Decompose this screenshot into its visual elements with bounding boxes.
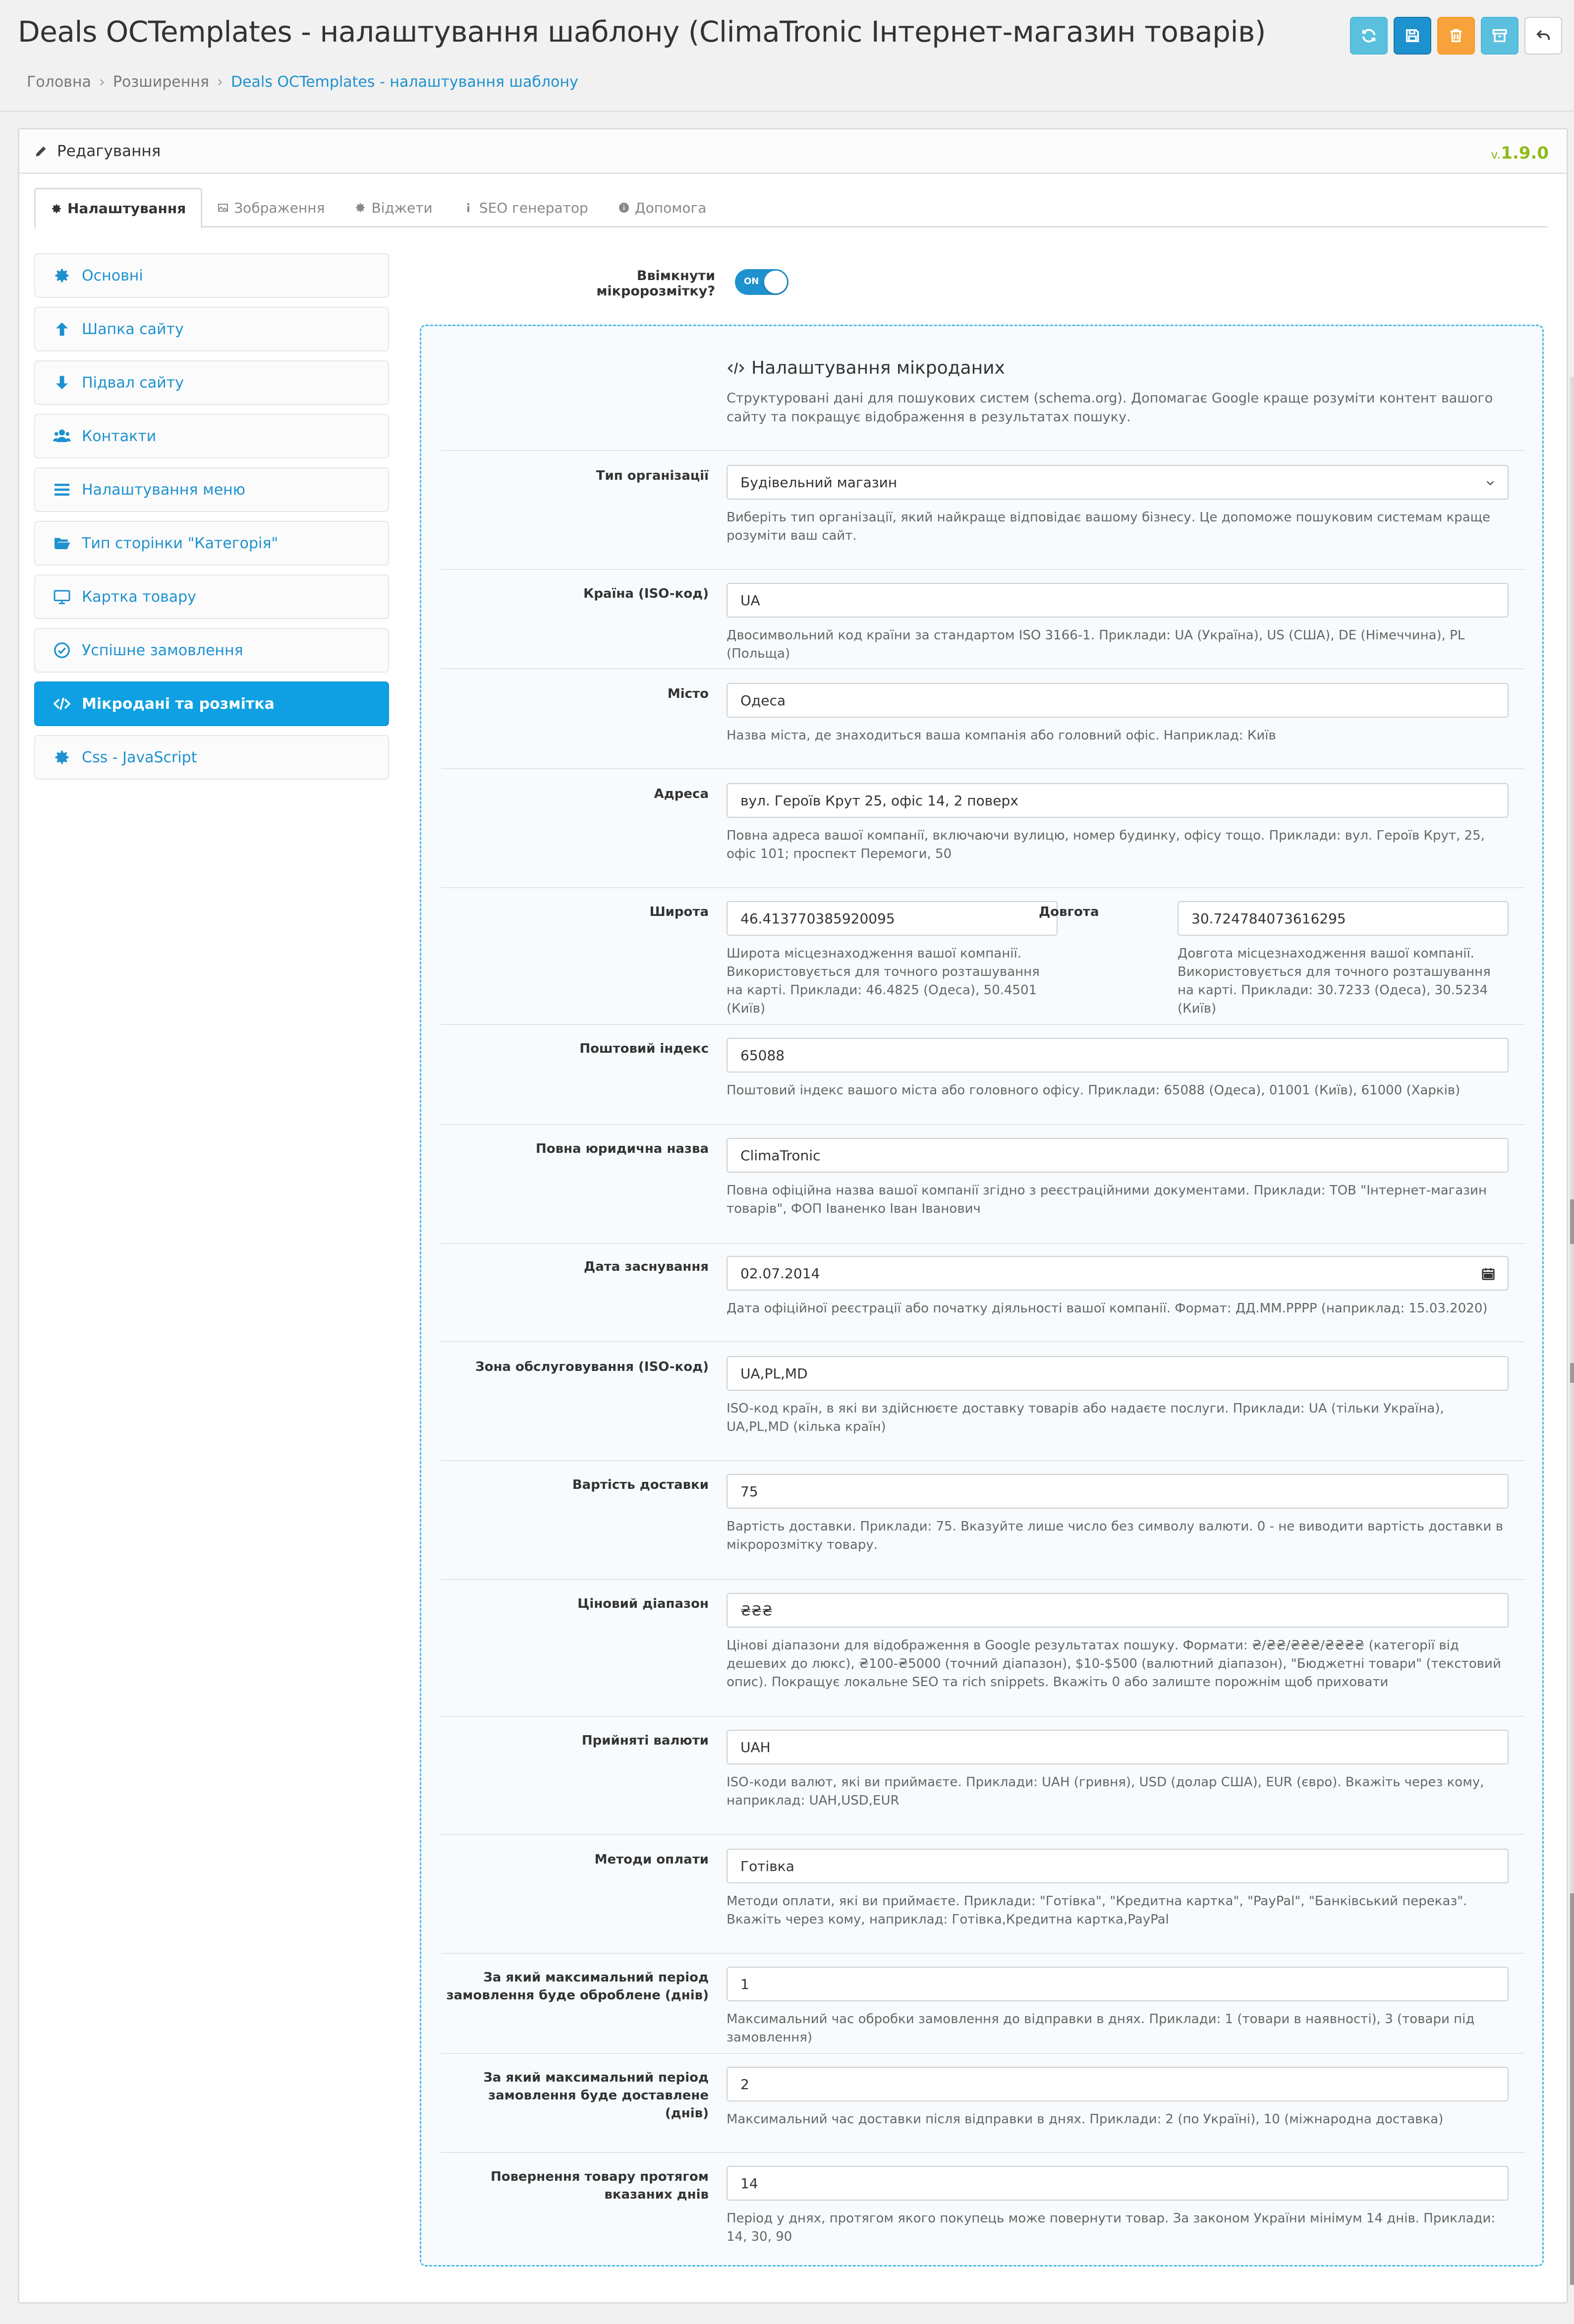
gear-icon bbox=[354, 202, 366, 214]
field-help: Поштовий індекс вашого міста або головного офісу. Приклади: 65088 (Одеса), 01001 (Київ), 61000 (Харків) bbox=[727, 1083, 1461, 1098]
field-label: Повернення товару протягом вказаних днів bbox=[490, 2169, 709, 2202]
tab-help[interactable] bbox=[603, 188, 722, 227]
field-label: Методи оплати bbox=[594, 1852, 709, 1867]
microdata-title bbox=[727, 358, 1500, 378]
scrollbar-thumb[interactable] bbox=[1570, 1363, 1574, 1383]
sidebar-item-header[interactable] bbox=[34, 307, 389, 351]
field-label: Широта bbox=[649, 905, 709, 919]
divider bbox=[441, 1460, 1524, 1461]
sidebar-item-label: Успішне замовлення bbox=[82, 641, 243, 659]
sidebar-item-category[interactable] bbox=[34, 521, 389, 566]
gear-icon bbox=[51, 203, 62, 215]
divider bbox=[441, 2152, 1524, 2153]
scrollbar-thumb[interactable] bbox=[1570, 1893, 1574, 2285]
field-help: Повна адреса вашої компанії, включаючи вулицю, номер будинку, офісу тощо. Приклади: вул. Героїв Крут, 25, офіс 101; проспект Перемоги, 50 bbox=[727, 828, 1485, 861]
sidebar-item-label: Підвал сайту bbox=[82, 374, 184, 392]
chevron-down-icon bbox=[1485, 477, 1496, 488]
sidebar-item-label: Контакти bbox=[82, 427, 157, 445]
breadcrumb-extensions[interactable]: Розширення bbox=[112, 73, 209, 91]
code-icon bbox=[53, 695, 71, 713]
field-label: За який максимальний період замовлення буде оброблене (днів) bbox=[446, 1970, 709, 2003]
address-input[interactable]: вул. Героїв Крут 25, офіс 14, 2 поверх bbox=[727, 783, 1509, 818]
divider bbox=[441, 1953, 1524, 1954]
back-button[interactable] bbox=[1524, 17, 1562, 55]
microdata-description: Структуровані дані для пошукових систем (schema.org). Допомагає Google краще розуміти контент вашого сайту та покращує відображення в результатах пошуку. bbox=[727, 391, 1493, 425]
city-input[interactable]: Одеса bbox=[727, 683, 1509, 718]
handling-time-input[interactable]: 1 bbox=[727, 1967, 1509, 2001]
sidebar-item-label: Налаштування меню bbox=[82, 481, 246, 499]
calendar-icon[interactable] bbox=[1481, 1266, 1496, 1281]
field-label: Поштовий індекс bbox=[579, 1041, 709, 1056]
divider bbox=[441, 1834, 1524, 1835]
sidebar-item-css-js[interactable] bbox=[34, 735, 389, 780]
gear-icon bbox=[53, 267, 71, 284]
page-scrollbar[interactable] bbox=[1570, 377, 1574, 2285]
save-icon bbox=[1404, 27, 1421, 44]
panel-title bbox=[34, 142, 161, 160]
arrow-down-icon bbox=[53, 374, 71, 392]
toggle-state: ON bbox=[744, 276, 759, 286]
field-help: Дата офіційної реєстрації або початку діяльності вашої компанії. Формат: ДД.ММ.РРРР (наприклад: 15.03.2020) bbox=[727, 1301, 1488, 1316]
price-range-input[interactable]: ₴₴₴ bbox=[727, 1593, 1509, 1628]
field-label: Адреса bbox=[654, 787, 709, 801]
field-help: Період у днях, протягом якого покупець може повернути товар. За законом України мінімум 14 днів. Приклади: 14, 30, 90 bbox=[727, 2211, 1496, 2244]
sidebar-item-contacts[interactable] bbox=[34, 414, 389, 458]
delete-icon bbox=[1448, 27, 1464, 44]
archive-icon bbox=[1491, 27, 1508, 44]
users-icon bbox=[53, 427, 71, 445]
legal-name-input[interactable]: ClimaTronic bbox=[727, 1138, 1509, 1173]
tab-widgets[interactable] bbox=[339, 188, 447, 227]
scrollbar-thumb[interactable] bbox=[1570, 1199, 1574, 1244]
microdata-toggle-label: Ввімкнути мікророзмітку? bbox=[596, 268, 715, 299]
transit-time-input[interactable]: 2 bbox=[727, 2067, 1509, 2101]
sidebar-item-menu[interactable] bbox=[34, 467, 389, 512]
sidebar-item-product-card[interactable] bbox=[34, 574, 389, 619]
desktop-icon bbox=[53, 588, 71, 606]
edit-panel bbox=[18, 128, 1568, 2304]
country-input[interactable]: UA bbox=[727, 583, 1509, 618]
breadcrumb-current[interactable]: Deals OCTemplates - налаштування шаблону bbox=[230, 73, 578, 91]
info-icon bbox=[462, 202, 474, 214]
pencil-icon bbox=[34, 144, 48, 158]
field-help: ISO-код країн, в які ви здійснюєте доставку товарів або надаєте послуги. Приклади: UA (тільки Україна), UA,PL,MD (кілька країн) bbox=[727, 1401, 1444, 1434]
breadcrumb-home[interactable]: Головна bbox=[27, 73, 91, 91]
settings-tabs bbox=[34, 188, 1548, 227]
divider bbox=[441, 887, 1524, 888]
tab-settings[interactable] bbox=[34, 188, 202, 229]
founded-date-input[interactable]: 02.07.2014 bbox=[727, 1256, 1509, 1291]
tab-settings-label: Налаштування bbox=[67, 200, 186, 217]
field-label: Прийняті валюти bbox=[581, 1733, 709, 1748]
tab-widgets-label: Віджети bbox=[371, 199, 433, 216]
version-badge: v.1.9.0 bbox=[1491, 143, 1549, 163]
returns-days-input[interactable]: 14 bbox=[727, 2166, 1509, 2201]
refresh-icon bbox=[1360, 27, 1377, 44]
tab-seo-label: SEO генератор bbox=[479, 199, 588, 216]
tab-images[interactable] bbox=[202, 188, 339, 227]
currencies-input[interactable]: UAH bbox=[727, 1730, 1509, 1764]
field-help: ISO-коди валют, які ви приймаєте. Приклади: UAH (гривня), USD (долар США), EUR (євро). Вкажіть через кому, наприклад: UAH,USD,EUR bbox=[727, 1775, 1484, 1808]
folder-open-icon bbox=[53, 534, 71, 552]
field-help: Методи оплати, які ви приймаєте. Приклади: "Готівка", "Кредитна картка", "PayPal", "Банківський переказ". Вкажіть через кому, наприклад: Готівка,Кредитна картка,PayPal bbox=[727, 1894, 1467, 1927]
org-type-select[interactable]: Будівельний магазин bbox=[727, 465, 1509, 500]
field-help: Максимальний час доставки після відправки в днях. Приклади: 2 (по Україні), 10 (міжнародна доставка) bbox=[727, 2112, 1444, 2127]
check-circle-icon bbox=[53, 641, 71, 659]
delete-button[interactable] bbox=[1437, 17, 1475, 55]
sidebar-item-label: Картка товару bbox=[82, 588, 196, 606]
divider bbox=[441, 569, 1524, 570]
tab-images-label: Зображення bbox=[234, 199, 325, 216]
tab-seo[interactable] bbox=[448, 188, 603, 227]
microdata-title-text: Налаштування мікроданих bbox=[751, 358, 1005, 378]
field-label: Місто bbox=[667, 686, 709, 701]
divider bbox=[441, 768, 1524, 769]
sidebar-item-microdata[interactable] bbox=[34, 681, 389, 726]
field-help: Повна офіційна назва вашої компанії згідно з реєстраційними документами. Приклади: ТОВ "Інтернет-магазин товарів", ФОП Іваненко Іван Іванович bbox=[727, 1183, 1487, 1216]
microdata-toggle[interactable] bbox=[735, 269, 788, 295]
sidebar-item-label: Основні bbox=[82, 267, 143, 284]
divider bbox=[441, 1341, 1524, 1342]
field-help: Широта місцезнаходження вашої компанії. Використовується для точного розташування на карті. Приклади: 46.4825 (Одеса), 50.4501 (Київ) bbox=[727, 946, 1040, 1016]
toggle-knob bbox=[764, 271, 787, 293]
save-button[interactable] bbox=[1394, 17, 1431, 55]
code-icon bbox=[727, 361, 745, 376]
panel-heading bbox=[19, 129, 1567, 174]
divider bbox=[441, 450, 1524, 451]
shipping-input[interactable]: 75 bbox=[727, 1474, 1509, 1509]
microdata-heading bbox=[727, 358, 1500, 427]
field-label: Дата заснування bbox=[584, 1259, 709, 1274]
archive-button[interactable] bbox=[1481, 17, 1518, 55]
divider bbox=[441, 1579, 1524, 1580]
field-help: Вартість доставки. Приклади: 75. Вказуйте лише число без символу валюти. 0 - не виводити вартість доставки в мікророзмітку товару. bbox=[727, 1519, 1504, 1552]
info-circle-icon bbox=[618, 202, 630, 214]
image-icon bbox=[217, 202, 229, 214]
field-help: Виберіть тип організації, який найкраще відповідає вашому бізнесу. Це допоможе пошуковим системам краще розуміти ваш сайт. bbox=[727, 510, 1491, 543]
field-help: Максимальний час обробки замовлення до відправки в днях. Приклади: 1 (товари в наявності), 3 (товари під замовлення) bbox=[727, 2012, 1475, 2045]
longitude-input[interactable]: 30.724784073616295 bbox=[1178, 901, 1509, 936]
arrow-up-icon bbox=[53, 320, 71, 338]
latitude-control bbox=[727, 901, 1058, 1018]
divider bbox=[441, 668, 1524, 669]
panel-title-text: Редагування bbox=[57, 142, 161, 160]
microdata-settings-box bbox=[420, 325, 1544, 2267]
divider bbox=[441, 1024, 1524, 1025]
tab-help-label: Допомога bbox=[634, 199, 707, 216]
field-label: Країна (ISO-код) bbox=[583, 586, 709, 601]
field-label: Ціновий діапазон bbox=[577, 1596, 709, 1611]
payment-input[interactable]: Готівка bbox=[727, 1849, 1509, 1883]
field-label: Довгота bbox=[1039, 905, 1099, 919]
refresh-button[interactable] bbox=[1350, 17, 1388, 55]
settings-sidebar bbox=[34, 253, 389, 789]
sidebar-item-success-order[interactable] bbox=[34, 628, 389, 673]
field-help: Назва міста, де знаходиться ваша компанія або головний офіс. Наприклад: Київ bbox=[727, 728, 1276, 743]
sidebar-item-label: Шапка сайту bbox=[82, 320, 184, 338]
field-help: Цінові діапазони для відображення в Google результатах пошуку. Формати: ₴/₴₴/₴₴₴/₴₴₴₴ (категорії від дешевих до люкс), ₴100-₴5000 (точний діапазон), $10-$500 (валютний діапазон), "Бюджетні товари" (текстовий опис). Покращує локальне SEO та rich snippets. Вкажіть 0 або залиште порожнім щоб приховати bbox=[727, 1638, 1501, 1690]
field-label: За який максимальний період замовлення буде доставлене (днів) bbox=[483, 2070, 709, 2121]
postal-input[interactable]: 65088 bbox=[727, 1038, 1509, 1073]
bars-icon bbox=[53, 481, 71, 499]
field-label: Вартість доставки bbox=[572, 1477, 709, 1492]
header-actions bbox=[1350, 17, 1562, 55]
field-help: Довгота місцезнаходження вашої компанії. Використовується для точного розташування на карті. Приклади: 30.7233 (Одеса), 30.5234 (Київ) bbox=[1178, 946, 1491, 1016]
divider bbox=[441, 2053, 1524, 2054]
page-title: Deals OCTemplates - налаштування шаблону (ClimaTronic Інтернет-магазин товарів) bbox=[18, 15, 1266, 49]
gear-icon bbox=[53, 748, 71, 766]
sidebar-item-label: Тип сторінки "Категорія" bbox=[82, 534, 279, 552]
latitude-input[interactable]: 46.413770385920095 bbox=[727, 901, 1058, 936]
breadcrumb: Головна › Розширення › Deals OCTemplates - налаштування шаблону bbox=[27, 73, 578, 91]
page-header bbox=[0, 0, 1574, 112]
sidebar-item-label: Css - JavaScript bbox=[82, 748, 197, 766]
divider bbox=[441, 1124, 1524, 1125]
sidebar-item-main[interactable] bbox=[34, 253, 389, 298]
field-label: Повна юридична назва bbox=[536, 1141, 709, 1156]
divider bbox=[441, 1716, 1524, 1717]
back-icon bbox=[1535, 27, 1552, 44]
longitude-control bbox=[1178, 901, 1509, 1018]
area-served-input[interactable]: UA,PL,MD bbox=[727, 1356, 1509, 1391]
sidebar-item-footer[interactable] bbox=[34, 360, 389, 405]
field-label: Зона обслуговування (ISO-код) bbox=[475, 1360, 709, 1374]
sidebar-item-label: Мікродані та розмітка bbox=[82, 695, 275, 713]
field-label: Тип організації bbox=[596, 468, 709, 483]
field-help: Двосимвольний код країни за стандартом ISO 3166-1. Приклади: UA (Україна), US (США), DE (Німеччина), PL (Польща) bbox=[727, 628, 1465, 661]
divider bbox=[441, 1243, 1524, 1244]
